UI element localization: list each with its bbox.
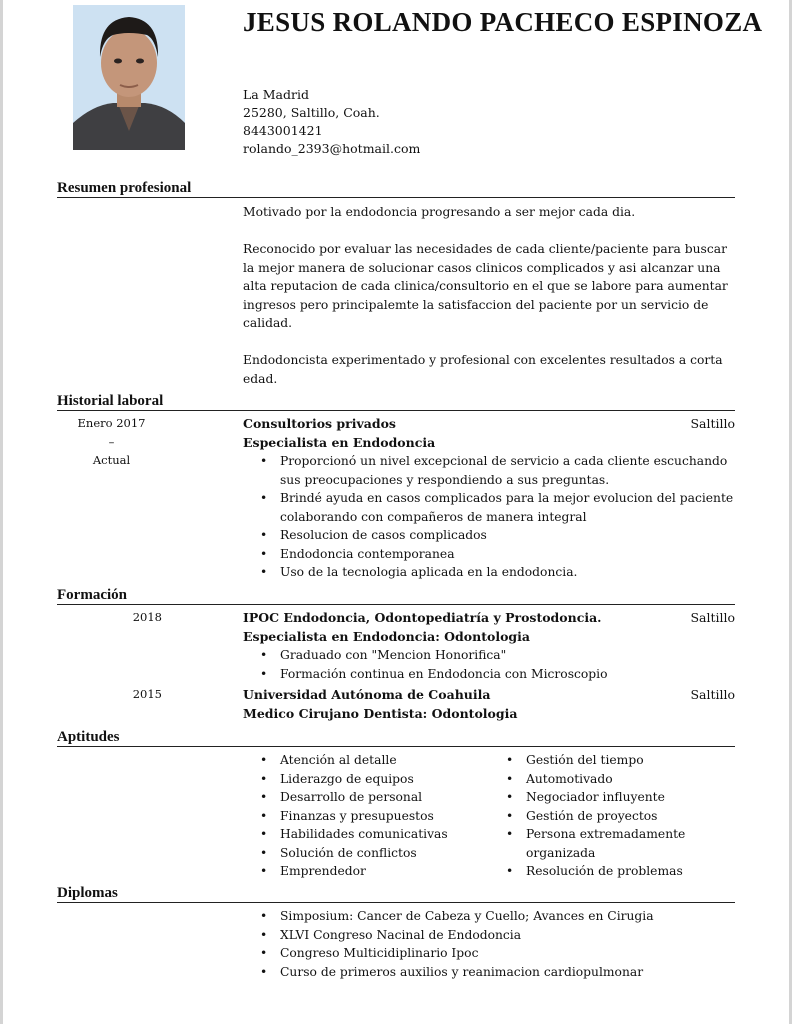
list-item: • Finanzas y presupuestos — [243, 807, 489, 826]
summary-text — [243, 203, 735, 388]
phone-number: 8443001421 — [243, 123, 323, 138]
list-item: • Graduado con "Mencion Honorifica" — [243, 646, 735, 665]
list-item: • Resolucion de casos complicados — [243, 526, 735, 545]
job-title: Especialista en Endodoncia — [243, 434, 436, 450]
list-item: • Congreso Multicidiplinario Ipoc — [243, 944, 735, 963]
list-item: • Formación continua en Endodoncia con Microscopio — [243, 665, 735, 684]
work-date-separator: – — [108, 434, 115, 449]
education-bullets — [243, 646, 735, 683]
list-item: • Uso de la tecnologia aplicada en la endodoncia. — [243, 563, 735, 582]
section-summary-heading — [57, 179, 735, 198]
education-year: 2015 — [132, 687, 162, 701]
list-item: • Solución de conflictos — [243, 844, 489, 863]
list-item: • Emprendedor — [243, 862, 489, 881]
degree-title: Especialista en Endodoncia: Odontologia — [243, 628, 530, 644]
list-item: • Liderazgo de equipos — [243, 770, 489, 789]
skills-list — [243, 751, 735, 886]
school-location: Saltillo — [690, 610, 735, 625]
profile-photo — [73, 5, 185, 150]
work-dates — [54, 414, 169, 470]
work-date-end: Actual — [92, 453, 131, 467]
diplomas-list — [243, 907, 735, 981]
section-title: Resumen profesional — [57, 180, 192, 196]
school-location: Saltillo — [690, 687, 735, 702]
list-item: • Gestión del tiempo — [489, 751, 704, 770]
list-item: • Resolución de problemas — [489, 862, 704, 881]
education-entry — [243, 686, 735, 723]
section-title: Diplomas — [57, 885, 118, 901]
list-item: • Atención al detalle — [243, 751, 489, 770]
candidate-name: JESUS ROLANDO PACHECO ESPINOZA — [243, 7, 763, 37]
list-item: • Negociador influyente — [489, 788, 704, 807]
work-entry — [243, 415, 735, 582]
list-item: • Automotivado — [489, 770, 704, 789]
email-address: rolando_2393@hotmail.com — [243, 141, 421, 156]
work-bullets — [243, 452, 735, 582]
employer-name: Consultorios privados — [243, 416, 396, 431]
list-item: • Desarrollo de personal — [243, 788, 489, 807]
list-item: • Gestión de proyectos — [489, 807, 704, 826]
degree-title: Medico Cirujano Dentista: Odontologia — [243, 705, 518, 721]
list-item: • Curso de primeros auxilios y reanimacion cardiopulmonar — [243, 963, 735, 982]
work-date-start: Enero 2017 — [77, 416, 146, 430]
skills-column-right — [489, 751, 704, 881]
section-title: Aptitudes — [57, 729, 120, 745]
section-skills-heading — [57, 728, 735, 747]
work-location: Saltillo — [690, 416, 735, 431]
school-name: Universidad Autónoma de Coahuila — [243, 687, 491, 702]
city-line: 25280, Saltillo, Coah. — [243, 105, 380, 120]
section-diplomas-heading — [57, 884, 735, 903]
summary-paragraph: Motivado por la endodoncia progresando a ser mejor cada dia. — [243, 205, 636, 219]
skills-column-left — [243, 751, 489, 881]
list-item: • Endodoncia contemporanea — [243, 545, 735, 564]
section-work-heading — [57, 392, 735, 411]
section-education-heading — [57, 586, 735, 605]
education-entry — [243, 609, 735, 683]
summary-paragraph: Endodoncista experimentado y profesional con excelentes resultados a corta edad. — [243, 353, 723, 386]
summary-paragraph: Reconocido por evaluar las necesidades de cada cliente/paciente para buscar la mejor manera de solucionar casos clinicos complicados y asi alcanzar una alta reputacion de cada clinica/consultorio en el que se labore para aumentar ingresos pero principalemte la satisfaccion del paciente por un servicio de calidad. — [243, 242, 728, 330]
list-item: • Habilidades comunicativas — [243, 825, 489, 844]
list-item: • XLVI Congreso Nacinal de Endodoncia — [243, 926, 735, 945]
list-item: • Simposium: Cancer de Cabeza y Cuello; Avances en Cirugia — [243, 907, 735, 926]
section-title: Historial laboral — [57, 393, 164, 409]
education-year: 2018 — [132, 610, 162, 624]
list-item: • Proporcionó un nivel excepcional de servicio a cada cliente escuchando sus preocupaciones y respondiendo a sus preguntas. — [243, 452, 735, 489]
diplomas-bullets — [243, 907, 735, 981]
list-item: • Persona extremadamente organizada — [489, 825, 704, 862]
section-title: Formación — [57, 587, 127, 603]
contact-info — [243, 86, 420, 158]
school-name: IPOC Endodoncia, Odontopediatría y Prostodoncia. — [243, 610, 602, 625]
address-line: La Madrid — [243, 87, 309, 102]
list-item: • Brindé ayuda en casos complicados para la mejor evolucion del paciente colaborando con compañeros de manera integral — [243, 489, 735, 526]
page-edge-left — [0, 0, 3, 1024]
